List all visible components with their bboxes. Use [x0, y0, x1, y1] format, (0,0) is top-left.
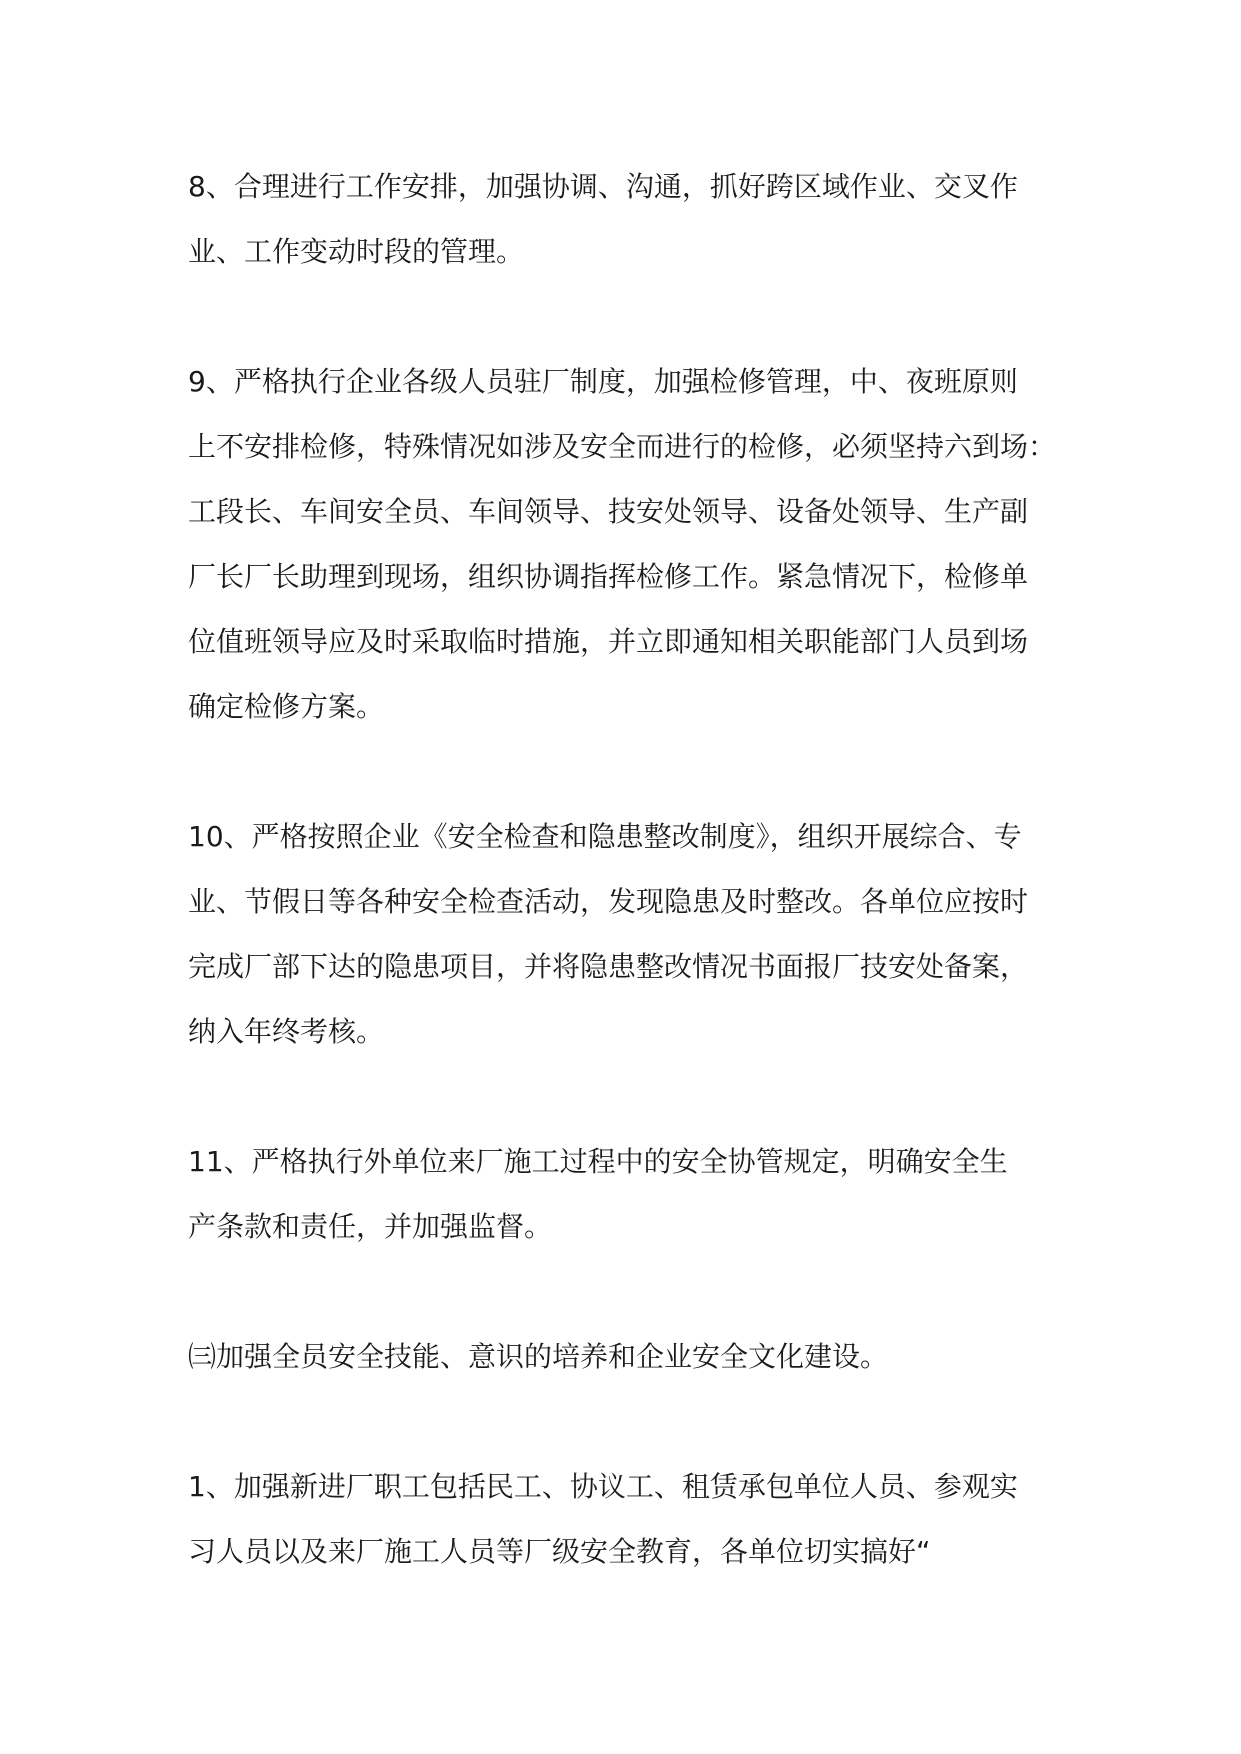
text-line: 产条款和责任，并加强监督。: [188, 1210, 553, 1243]
section-heading-3: [188, 1324, 1088, 1389]
paragraph-item-1: [188, 1454, 1088, 1584]
paragraph-item-11: [188, 1129, 1088, 1259]
paragraph-item-10: [188, 804, 1088, 1064]
text-line: 11、严格执行外单位来厂施工过程中的安全协管规定，明确安全生: [188, 1145, 1008, 1178]
text-line: 位值班领导应及时采取临时措施，并立即通知相关职能部门人员到场: [188, 625, 1029, 658]
text-line: 上不安排检修，特殊情况如涉及安全而进行的检修，必须坚持六到场：: [188, 430, 1057, 463]
text-line: 工段长、车间安全员、车间领导、技安处领导、设备处领导、生产副: [188, 495, 1029, 528]
text-line: 9、严格执行企业各级人员驻厂制度，加强检修管理，中、夜班原则: [188, 365, 1018, 398]
text-line: 业、节假日等各种安全检查活动，发现隐患及时整改。各单位应按时: [188, 885, 1029, 918]
text-line: 业、工作变动时段的管理。: [188, 235, 525, 268]
text-line: 习人员以及来厂施工人员等厂级安全教育，各单位切实搞好“: [188, 1535, 931, 1568]
text-line: 8、合理进行工作安排，加强协调、沟通，抓好跨区域作业、交叉作: [188, 170, 1018, 203]
paragraph-item-8: [188, 154, 1088, 284]
paragraph-item-9: [188, 349, 1088, 739]
text-line: ㈢加强全员安全技能、意识的培养和企业安全文化建设。: [188, 1340, 889, 1373]
text-line: 1、加强新进厂职工包括民工、协议工、租赁承包单位人员、参观实: [188, 1470, 1018, 1503]
text-line: 纳入年终考核。: [188, 1015, 385, 1048]
text-line: 10、严格按照企业《安全检查和隐患整改制度》，组织开展综合、专: [188, 820, 1022, 853]
text-line: 完成厂部下达的隐患项目，并将隐患整改情况书面报厂技安处备案，: [188, 950, 1029, 983]
text-line: 厂长厂长助理到现场，组织协调指挥检修工作。紧急情况下，检修单: [188, 560, 1029, 593]
text-line: 确定检修方案。: [188, 690, 385, 723]
